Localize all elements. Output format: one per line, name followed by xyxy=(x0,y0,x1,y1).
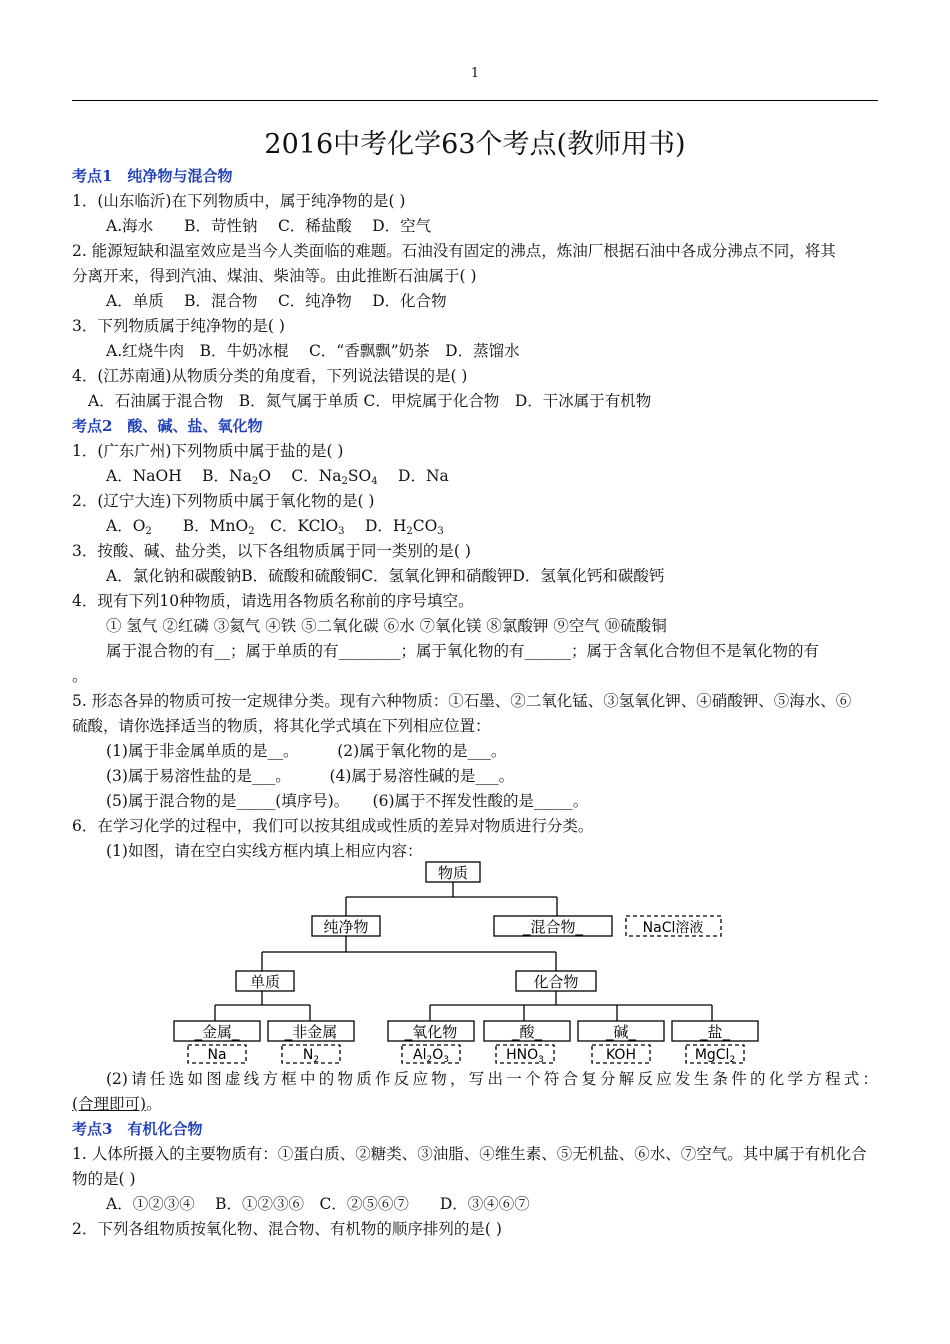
label-salt: _盐_ xyxy=(699,1023,731,1041)
header-rule xyxy=(72,100,878,101)
question-2-3: 3．按酸、碱、盐分类，以下各组物质属于同一类别的是( ) xyxy=(72,542,471,560)
question-1-1: 1．(山东临沂)在下列物质中，属于纯净物的是( ) xyxy=(72,192,406,210)
label-nonmetal: _非金属 xyxy=(284,1023,338,1041)
question-2-2-options: A．$O_2$ B．MnO$_2$ C．KClO$_3$ D．$H_2CO_3$ xyxy=(106,517,444,537)
label-pure: 纯净物 xyxy=(323,918,369,936)
label-mixture: _混合物_ xyxy=(522,918,584,936)
question-2-3-options: A．氯化钠和碳酸钠B．硫酸和硫酸铜C．氢氧化钾和硝酸钾D．氢氧化钙和碳酸钙 xyxy=(106,567,665,585)
question-2-6: 6．在学习化学的过程中，我们可以按其组成或性质的差异对物质进行分类。 xyxy=(72,817,594,835)
example-oxide: $Al_2O_3$ xyxy=(413,1047,449,1065)
section-heading-2: 考点2 酸、碱、盐、氧化物 xyxy=(72,417,263,435)
example-acid: $HNO_3$ xyxy=(506,1047,544,1065)
question-2-4-end: 。 xyxy=(72,667,88,685)
question-2-6-part2-note: (合理即可)。 xyxy=(72,1095,162,1113)
document-title: 2016中考化学63个考点(教师用书) xyxy=(264,129,686,160)
question-2-1-options: A．NaOH B．$Na_2O$ C．$Na_2SO_4$ D．Na xyxy=(106,467,449,487)
question-1-3-options: A.红烧牛肉 B．牛奶冰棍 C．“香飘飘”奶茶 D．蒸馏水 xyxy=(106,342,520,360)
label-element: 单质 xyxy=(249,973,281,991)
example-salt: MgCl$_2$ xyxy=(694,1047,736,1065)
question-2-5-line2: 硫酸，请你选择适当的物质，将其化学式填在下列相应位置： xyxy=(72,717,491,735)
question-2-5-part-c: (5)属于混合物的是_____(填序号)。 (6)属于不挥发性酸的是_____。 xyxy=(106,792,589,810)
question-3-1-line2: 物的是( ) xyxy=(72,1170,136,1188)
question-1-3: 3．下列物质属于纯净物的是( ) xyxy=(72,317,285,335)
label-compound: 化合物 xyxy=(533,973,579,991)
question-2-2: 2．(辽宁大连)下列物质中属于氧化物的是( ) xyxy=(72,492,375,510)
question-3-2: 2．下列各组物质按氧化物、混合物、有机物的顺序排列的是( ) xyxy=(72,1220,502,1238)
question-2-5-line1: 5. 形态各异的物质可按一定规律分类。现有六种物质：①石墨、②二氧化锰、③氢氧化钾、④硝酸钾、⑤海水、⑥ xyxy=(72,692,852,710)
question-3-1-line1: 1. 人体所摄入的主要物质有：①蛋白质、②糖类、③油脂、④维生素、⑤无机盐、⑥水、⑦空气。其中属于有机化合 xyxy=(72,1145,867,1163)
classification-diagram xyxy=(0,855,950,1070)
label-metal: _金属_ xyxy=(194,1023,240,1041)
question-2-4-fill: 属于混合物的有__；属于单质的有________；属于氧化物的有______；属于含氧化合物但不是氧化物的有 xyxy=(106,642,820,660)
question-2-1: 1．(广东广州)下列物质中属于盐的是( ) xyxy=(72,442,344,460)
question-1-1-options: A.海水 B．苛性钠 C．稀盐酸 D．空气 xyxy=(106,217,432,235)
section-heading-1: 考点1 纯净物与混合物 xyxy=(72,167,233,185)
question-2-5-part-a: (1)属于非金属单质的是__。 (2)属于氧化物的是___。 xyxy=(106,742,507,760)
example-base: KOH xyxy=(606,1047,636,1063)
question-1-4-options: A．石油属于混合物 B．氮气属于单质 C．甲烷属于化合物 D．干冰属于有机物 xyxy=(88,392,652,410)
label-base: _碱_ xyxy=(605,1023,637,1041)
label-root: 物质 xyxy=(437,864,469,882)
question-1-2-line1: 2. 能源短缺和温室效应是当今人类面临的难题。石油没有固定的沸点，炼油厂根据石油中各成分沸点不同，将其 xyxy=(72,242,836,260)
example-metal: Na xyxy=(207,1047,227,1063)
page-number: 1 xyxy=(470,66,480,81)
question-2-4-list: ① 氢气 ②红磷 ③氦气 ④铁 ⑤二氧化碳 ⑥水 ⑦氧化镁 ⑧氯酸钾 ⑨空气 ⑩硫酸铜 xyxy=(106,617,667,635)
question-1-4: 4．(江苏南通)从物质分类的角度看，下列说法错误的是( ) xyxy=(72,367,468,385)
question-3-1-options: A．①②③④ B．①②③⑥ C．②⑤⑥⑦ D．③④⑥⑦ xyxy=(106,1195,530,1213)
question-2-5-part-b: (3)属于易溶性盐的是___。 (4)属于易溶性碱的是___。 xyxy=(106,767,515,785)
example-nonmetal: $N_2$ xyxy=(302,1047,320,1065)
label-oxide: _氧化物 xyxy=(404,1023,458,1041)
label-mixture-example: NaCl溶液 xyxy=(642,920,704,936)
question-2-6-part2: (2)请任选如图虚线方框中的物质作反应物，写出一个符合复分解反应发生条件的化学方程式： xyxy=(106,1070,878,1088)
question-2-4: 4．现有下列10种物质，请选用各物质名称前的序号填空。 xyxy=(72,592,474,610)
question-2-6-part1: (1)如图，请在空白实线方框内填上相应内容： xyxy=(106,842,423,860)
question-1-2-options: A．单质 B．混合物 C．纯净物 D．化合物 xyxy=(106,292,447,310)
question-1-2-line2: 分离开来，得到汽油、煤油、柴油等。由此推断石油属于( ) xyxy=(72,267,477,285)
section-heading-3: 考点3 有机化合物 xyxy=(72,1120,203,1138)
label-acid: _酸_ xyxy=(511,1023,543,1041)
